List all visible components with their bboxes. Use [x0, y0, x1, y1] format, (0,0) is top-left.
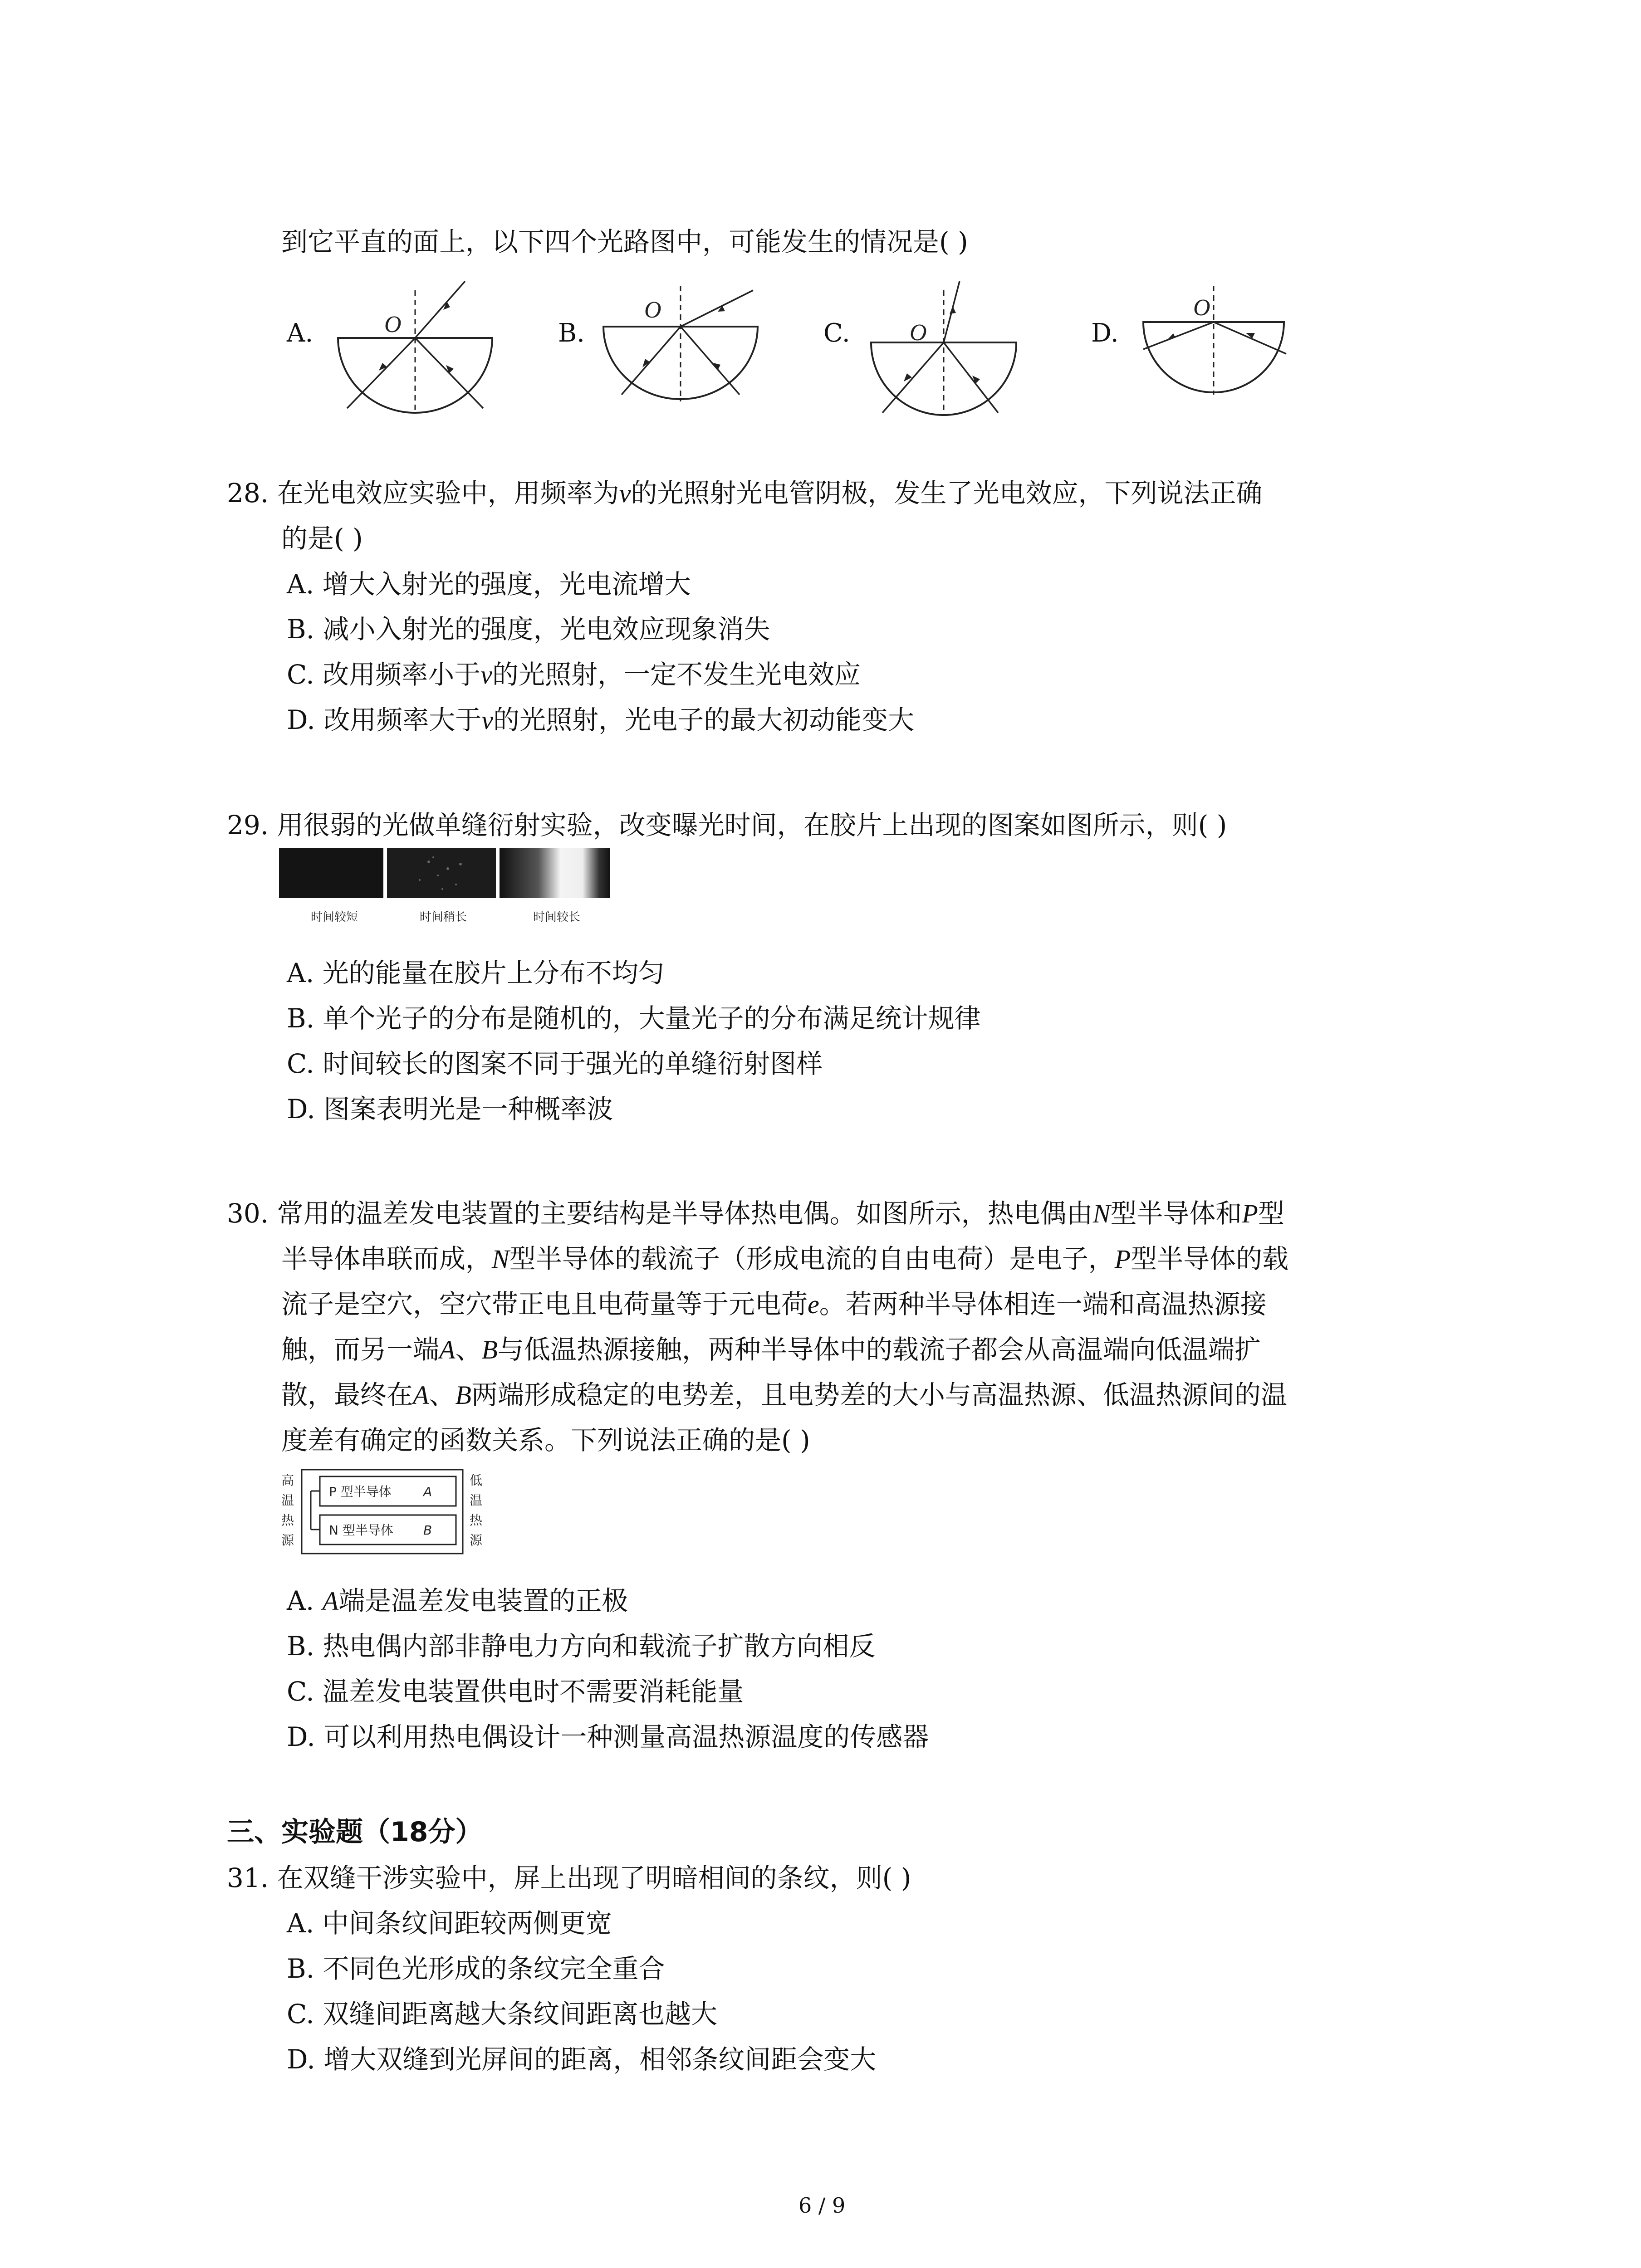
q27-option-c-label: C. — [823, 318, 850, 348]
q31-stem: 31. 在双缝干涉实验中，屏上出现了明暗相间的条纹，则( ) — [227, 1862, 911, 1893]
q27-point-o-a: O — [384, 312, 402, 337]
cold-source-char-4: 源 — [470, 1533, 483, 1548]
q28-option-b: B. 减小入射光的强度，光电效应现象消失 — [287, 614, 770, 645]
terminal-a-label: A — [423, 1484, 432, 1499]
q30-stem-line3: 流子是空穴，空穴带正电且电荷量等于元电荷e。若两种半导体相连一端和高温热源接 — [281, 1289, 1267, 1320]
q30-stem-line5: 散，最终在A、B两端形成稳定的电势差，且电势差的大小与高温热源、低温热源间的温 — [281, 1379, 1287, 1410]
film-medium-exposure — [387, 848, 496, 898]
hot-source-char-2: 温 — [281, 1493, 294, 1508]
hot-source-char-3: 热 — [281, 1513, 294, 1528]
hot-source-char-4: 源 — [281, 1533, 294, 1548]
q27-point-o-d: O — [1193, 295, 1210, 321]
q30-thermocouple-figure — [279, 1467, 488, 1558]
q31-option-c: C. 双缝间距离越大条纹间距离也越大 — [287, 1999, 718, 2029]
q27-point-o-b: O — [644, 297, 661, 323]
q30-stem-line6: 度差有确定的函数关系。下列说法正确的是( ) — [281, 1425, 810, 1456]
q29-option-a: A. 光的能量在胶片上分布不均匀 — [287, 958, 665, 988]
q28-option-d: D. 改用频率大于ν的光照射，光电子的最大初动能变大 — [287, 704, 915, 735]
q27-option-b-label: B. — [558, 318, 585, 348]
q30-option-b: B. 热电偶内部非静电力方向和载流子扩散方向相反 — [287, 1631, 876, 1662]
cold-source-char-1: 低 — [470, 1473, 483, 1488]
film-short-exposure — [279, 848, 383, 898]
film-caption-long: 时间较长 — [533, 910, 581, 924]
q27-continued-text: 到它平直的面上，以下四个光路图中，可能发生的情况是( ) — [281, 226, 968, 257]
q30-option-c: C. 温差发电装置供电时不需要消耗能量 — [287, 1676, 744, 1707]
p-type-label: P 型半导体 — [329, 1484, 392, 1499]
n-type-label: N 型半导体 — [329, 1523, 393, 1538]
q27-diagram-a — [333, 281, 497, 413]
q27-diagram-c — [862, 281, 1025, 417]
cold-source-char-2: 温 — [470, 1493, 483, 1508]
q31-option-b: B. 不同色光形成的条纹完全重合 — [287, 1953, 665, 1984]
terminal-b-label: B — [423, 1523, 432, 1538]
q28-option-a: A. 增大入射光的强度，光电流增大 — [287, 569, 691, 600]
q29-option-c: C. 时间较长的图案不同于强光的单缝衍射图样 — [287, 1048, 823, 1079]
q27-diagram-d — [1139, 281, 1288, 399]
q27-option-a-label: A. — [287, 318, 314, 348]
q28-option-c: C. 改用频率小于ν的光照射，一定不发生光电效应 — [287, 659, 861, 690]
q31-option-a: A. 中间条纹间距较两侧更宽 — [287, 1908, 612, 1939]
q29-stem: 29. 用很弱的光做单缝衍射实验，改变曝光时间，在胶片上出现的图案如图所示，则( ) — [227, 810, 1227, 841]
q28-stem-line1: 28. 在光电效应实验中，用频率为ν的光照射光电管阴极，发生了光电效应，下列说法正确 — [227, 478, 1263, 508]
hot-source-char-1: 高 — [281, 1473, 294, 1488]
film-long-exposure — [500, 848, 610, 898]
q29-option-b: B. 单个光子的分布是随机的，大量光子的分布满足统计规律 — [287, 1003, 981, 1034]
q30-stem-line2: 半导体串联而成，N型半导体的载流子（形成电流的自由电荷）是电子，P型半导体的载 — [281, 1243, 1289, 1274]
page-number: 6 / 9 — [798, 2193, 846, 2218]
q27-point-o-c: O — [910, 320, 927, 346]
q30-option-d: D. 可以利用热电偶设计一种测量高温热源温度的传感器 — [287, 1721, 929, 1752]
q29-film-figure — [279, 848, 610, 930]
q31-option-d: D. 增大双缝到光屏间的距离，相邻条纹间距会变大 — [287, 2044, 877, 2075]
q29-option-d: D. 图案表明光是一种概率波 — [287, 1094, 613, 1124]
q30-stem-line4: 触，而另一端A、B与低温热源接触，两种半导体中的载流子都会从高温端向低温端扩 — [281, 1334, 1261, 1365]
q27-option-d-label: D. — [1091, 318, 1119, 348]
q27-diagram-b — [599, 281, 762, 413]
cold-source-char-3: 热 — [470, 1513, 483, 1528]
q28-stem-line2: 的是( ) — [281, 523, 363, 554]
q30-option-a: A. A端是温差发电装置的正极 — [287, 1585, 628, 1616]
q30-stem-line1: 30. 常用的温差发电装置的主要结构是半导体热电偶。如图所示，热电偶由N型半导体和P型 — [227, 1198, 1284, 1229]
film-caption-medium: 时间稍长 — [420, 910, 467, 924]
film-caption-short: 时间较短 — [311, 910, 358, 924]
section-3-title: 三、实验题（18分） — [227, 1816, 483, 1848]
